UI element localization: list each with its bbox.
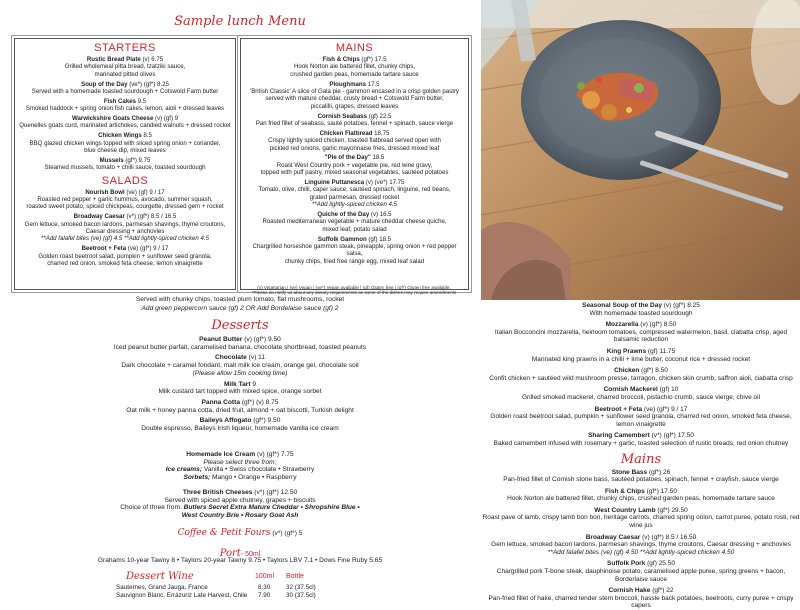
dish-description: piccalilli, grapes, dressed leaves xyxy=(244,103,465,110)
dish-name: Fish & Chips xyxy=(322,56,359,63)
dish-description: Caesar dressing + anchovies xyxy=(18,228,232,235)
dish-description: Milk custard tart topped with mixed spice, orange sorbet xyxy=(0,388,480,396)
dish-description: Oat milk + honey panna cotta, dried fruit, almond + oat biscotti, Turkish delight xyxy=(0,407,480,415)
dish-description: chunky chips, fried free range egg, mixed leaf salad xyxy=(244,258,465,265)
dish-description: Quenelles goats curd, marinated artichokes, candied walnuts + dressed rocket xyxy=(18,122,232,129)
dish-name: King Prawns xyxy=(607,348,646,355)
dish-addon-note: **Add falafel bites (ve) (gf) 4.50 **Add lightly-spiced chicken 4.50 xyxy=(482,549,800,557)
wine-row-bottle: 32 (37.5cl) xyxy=(286,584,316,591)
dish-price: (gf*) 9.75 xyxy=(124,157,151,164)
wine-row-bottle: 30 (37.5cl) xyxy=(286,592,316,599)
wine-row-name: Sauternes, Grand Jauga, France xyxy=(116,584,208,591)
dish-price: (v*) (gf*) 17.50 xyxy=(650,432,694,439)
dish-price: (ve) (gf) 9 / 17 xyxy=(125,189,165,196)
dish-description: Hook Norton ale battered fillet, chunky chips, xyxy=(244,63,465,70)
dish-description: Iced peanut butter parfait, caramelised banana, chocolate shortbread, toasted peanuts xyxy=(0,344,480,352)
lunch-menu-title: Sample lunch Menu xyxy=(0,14,480,29)
dish-price: 18.5 xyxy=(371,154,385,161)
dish-description: Roast pave of lamb, crispy lamb bon bon, heritage carrots, charred spring onion, carrot puree, potato rosti, red wine jus xyxy=(482,514,800,529)
dish-name: Sharing Camembert xyxy=(588,432,650,439)
dish-description: Double espresso, Baileys Irish liqueur, homemade vanilla ice cream xyxy=(0,425,480,433)
wine-col-100ml: 100ml xyxy=(255,573,274,580)
dish-note: (Please allow 15m cooking time) xyxy=(0,370,480,378)
dish-price: 9.5 xyxy=(136,98,146,105)
menu-item xyxy=(18,98,232,113)
menu-item xyxy=(244,179,465,209)
dish-name: Panna Cotta xyxy=(202,399,240,406)
dish-description: mixed leaf, potato salad xyxy=(244,226,465,233)
dish-name: Quiche of the Day xyxy=(317,211,369,218)
dish-price: 18.75 xyxy=(372,130,389,137)
dessert-wine-block xyxy=(0,571,480,601)
wine-row-100ml: 8.30 xyxy=(258,584,270,591)
menu-item xyxy=(482,534,800,557)
wine-row-name: Sauvignon Blanc, Errázuriz Late Harvest, Chile xyxy=(116,592,247,599)
dish-name: Nourish Bowl xyxy=(85,189,124,196)
dish-price: 8.5 xyxy=(142,132,152,139)
evening-menu xyxy=(482,302,800,600)
dish-price: (gf*) 9.50 xyxy=(251,417,280,424)
dish-description: Confit chicken + sautéed wild mushroom presse, tarragon, chicken skin crumb, saffron aioli, ciabatta crisp xyxy=(482,375,800,383)
dessert-list xyxy=(0,336,480,436)
dish-price: (gf*) 8.50 xyxy=(639,367,668,374)
salads-list xyxy=(15,189,235,268)
salads-heading: SALADS xyxy=(15,175,235,187)
dish-description: Pan-fried fillet of Cornish stone bass, sautéed potatoes, spinach, fennel + crayfish, sauce vierge xyxy=(482,476,800,484)
dish-name: Soup of the Day xyxy=(81,81,127,88)
dish-name: Linguine Puttanesca xyxy=(305,179,365,186)
menu-item xyxy=(482,488,800,503)
dish-price: (v) (ve*) 17.75 xyxy=(364,179,404,186)
dish-price: (gf) 25.50 xyxy=(645,560,675,567)
ice-cream-block: Homemade Ice Cream (v) (gf*) 7.75 Please select three from; Ice creams; Vanilla • Swiss chocolate • Strawberry Sorbets; Mango • Orange • Raspberry xyxy=(0,451,480,482)
menu-item xyxy=(482,560,800,583)
dish-name: Rustic Bread Plate xyxy=(87,56,141,63)
dish-description: Hook Norton ale battered fillet, chunky chips, crushed garden peas, homemade tartare sauce xyxy=(482,495,800,503)
dish-name: West Country Lamb xyxy=(594,507,655,514)
dish-price: (v) 11 xyxy=(247,354,265,361)
dish-description: roasted sweet potato, spiced chickpeas, courgette, dressed gem + rocket xyxy=(18,203,232,210)
dish-description: Served with a homemade toasted sourdough + Cotswold Farm butter xyxy=(18,88,232,95)
dish-description: Roast West Country pork + vegetable pie, red wine gravy, xyxy=(244,162,465,169)
cheeses-block: Three British Cheeses (v*) (gf*) 12.50 Served with spiced apple chutney, grapes + biscuits Choice of three from: Butlers Secret Extra Mature Cheddar • Shropshire Blue • West Country Brie • Rosary Goat Ash xyxy=(0,489,480,520)
dish-description: Roasted mediterranean vegetable + mature cheddar cheese quiche, xyxy=(244,218,465,225)
dish-name: Chicken xyxy=(614,367,639,374)
dish-description: With homemade toasted sourdough xyxy=(482,310,800,318)
dessert-wine-heading: Dessert Wine xyxy=(126,571,194,582)
menu-item xyxy=(482,367,800,382)
mains-heading: MAINS xyxy=(241,42,468,54)
dish-price: 17.5 xyxy=(366,81,380,88)
mains-heading-right: Mains xyxy=(482,452,800,467)
menu-item xyxy=(482,507,800,530)
dish-price: (ve) (gf*) 9 / 17 xyxy=(126,245,168,252)
dish-description: grated parmesan, dressed rocket xyxy=(244,194,465,201)
menu-item xyxy=(18,189,232,211)
menu-item xyxy=(244,236,465,266)
menu-item xyxy=(0,399,480,414)
menu-item xyxy=(18,115,232,130)
desserts-heading: Desserts xyxy=(0,318,480,333)
menu-item xyxy=(0,381,480,396)
dessert-menu xyxy=(0,296,480,600)
dish-description: Gem lettuce, smoked bacon lardons, parmesan shavings, thyme croutons, Caesar dressing + anchovies xyxy=(482,541,800,549)
dish-description: Roasted red pepper + garlic hummus, avocado, summer squash, xyxy=(18,196,232,203)
dish-name: Seasonal Soup of the Day xyxy=(582,302,662,309)
menu-item xyxy=(482,302,800,317)
dish-name: Chicken Wings xyxy=(98,132,142,139)
dish-description: Golden roast beetroot salad, pumpkin + sunflower seed granola, charred red onion, smoked feta cheese, lemon vinaigrette xyxy=(482,413,800,428)
dish-price: (v) (gf*) 8.5 / 16.50 xyxy=(640,534,696,541)
dish-description: pickled red onions, garlic mayonnaise fries, dressed mixed leaf xyxy=(244,145,465,152)
menu-item xyxy=(18,213,232,243)
dish-name: Suffolk Gammon xyxy=(318,236,367,243)
dish-description: Pan-fried fillet of hake, charred tender stem broccoli, hassle back potatoes, beetroots, curry puree + crispy capers xyxy=(482,595,800,610)
dish-description: Chargrilled pork T-bone steak, dauphinoise potato, caramelised apple puree, spring greens + bacon, Borderlaise sauce xyxy=(482,568,800,583)
port-list: Grahams 10-year Tawny 8 • Taylors 20-year Tawny 9.75 • Taylors LBV 7.1 • Dows Fine Ruby 5.65 xyxy=(0,557,480,565)
dish-price: (v) (gf*) 8.25 xyxy=(662,302,700,309)
dish-name: Suffolk Pork xyxy=(607,560,645,567)
dish-name: Baileys Affogato xyxy=(200,417,252,424)
dish-description: blue cheese dip, mixed leaves xyxy=(18,147,232,154)
dish-name: Cornish Hake xyxy=(608,587,650,594)
menu-item xyxy=(244,81,465,111)
menu-item xyxy=(482,386,800,401)
coffee-line: Coffee & Petit Fours (v*) (gf*) 5 xyxy=(0,528,480,538)
dish-description: served with mature cheddar, crusty bread + Cotswold Farm butter, xyxy=(244,95,465,102)
dish-name: Broadway Caesar xyxy=(74,213,125,220)
dish-description: Italian Bocconcini mozzarella, heirloom tomatoes, compressed watermelon, basil, ciabatta crisp, aged balsamic reduction xyxy=(482,329,800,344)
dish-price: (gf*) 26 xyxy=(647,469,670,476)
dish-description: Smoked haddock + spring onion fish cakes, lemon, aioli + dressed leaves xyxy=(18,105,232,112)
dish-price: (v*) (gf*) 8.5 / 16.5 xyxy=(125,213,176,220)
menu-item xyxy=(244,154,465,176)
mains-panel xyxy=(240,38,469,290)
menu-item xyxy=(18,132,232,154)
dish-description: topped with puff pastry, mixed seasonal vegetables, sautéed potatoes xyxy=(244,169,465,176)
dish-addon-note: **Add falafel bites (ve) (gf) 4.5 **Add lightly-spiced chicken 4.5 xyxy=(18,235,232,242)
dish-price: (gf*) 29.50 xyxy=(656,507,688,514)
menu-item xyxy=(0,417,480,432)
dish-description: Golden roast beetroot salad, pumpkin + sunflower seed granola, xyxy=(18,253,232,260)
menu-item xyxy=(18,245,232,267)
menu-item xyxy=(482,469,800,484)
dish-description: Steamed mussels, tomato + chilli sauce, toasted sourdough xyxy=(18,164,232,171)
menu-item xyxy=(244,211,465,233)
menu-item xyxy=(482,348,800,363)
dish-price: (ve*) (gf*) 8.25 xyxy=(128,81,169,88)
dish-name: Beetroot + Feta xyxy=(82,245,127,252)
dish-description: Dark chocolate + caramel fondant, malt milk ice cream, orange gel, chocolate soil xyxy=(0,362,480,370)
dish-name: Stone Bass xyxy=(612,469,647,476)
dish-description: 'British Classic' A slice of Gala pie - gammon encased in a crisp golden pastry xyxy=(244,88,465,95)
dish-name: Chicken Flatbread xyxy=(320,130,373,137)
plate-photo xyxy=(481,0,800,300)
dish-price: (gf) 10 xyxy=(658,386,679,393)
port-heading: Port- 50ml xyxy=(0,543,480,561)
dish-price: (gf) 11.75 xyxy=(646,348,675,355)
menu-item xyxy=(18,157,232,172)
dish-name: Beetroot + Feta xyxy=(595,406,643,413)
starters-list xyxy=(15,56,235,172)
dish-price: (gf) 18.5 xyxy=(367,236,391,243)
dish-name: Broadway Caesar xyxy=(586,534,641,541)
dish-description: marinated pitted olives xyxy=(18,71,232,78)
menu-item xyxy=(18,81,232,96)
dish-name: Chocolate xyxy=(215,354,247,361)
menu-item xyxy=(0,336,480,351)
dish-price: (gf*) 17.5 xyxy=(360,56,387,63)
dish-name: Peanut Butter xyxy=(199,336,242,343)
dish-description: BBQ glazed chicken wings topped with sliced spring onion + coriander, xyxy=(18,140,232,147)
dish-description: charred red onion, smoked feta cheese, lemon vinaigrette xyxy=(18,260,232,267)
dish-description: Pan fried fillet of seabass, sauté potatoes, fennel + spinach, sauce vierge xyxy=(244,120,465,127)
dish-name: Mozzarella xyxy=(606,321,639,328)
menu-item xyxy=(244,130,465,152)
menu-item xyxy=(482,406,800,429)
dish-description: Baked camembert infused with rosemary + garlic, toasted selection of rustic breads, red onion chutney xyxy=(482,440,800,448)
dish-name: Ploughmans xyxy=(329,81,366,88)
starters-salads-panel xyxy=(14,38,236,290)
dish-price: (v) 6.75 xyxy=(141,56,163,63)
menu-item xyxy=(482,587,800,610)
cut-off-line: Served with chunky chips, toasted plum tomato, flat mushrooms, rocket xyxy=(0,296,480,304)
mains-list-right xyxy=(482,469,800,610)
menu-item xyxy=(244,113,465,128)
dish-name: Milk Tart xyxy=(224,381,251,388)
dish-price: (gf*) 22 xyxy=(650,587,673,594)
starters-list-right xyxy=(482,302,800,448)
wine-col-bottle: Bottle xyxy=(286,573,304,580)
menu-item xyxy=(18,56,232,78)
dish-price: (gf*) (v) 8.75 xyxy=(240,399,278,406)
lunch-mains-list xyxy=(241,56,468,265)
dish-description: crushed garden peas, homemade tartare sauce xyxy=(244,71,465,78)
menu-item xyxy=(244,56,465,78)
menu-item xyxy=(482,321,800,344)
dish-price: (v) (gf) 9 xyxy=(153,115,178,122)
dish-price: (v) (gf*) 8.50 xyxy=(638,321,676,328)
dish-price: (gf) 22.5 xyxy=(367,113,391,120)
dish-description: Crispy lightly spiced chicken, toasted flatbread served open with xyxy=(244,137,465,144)
dish-description: Chargrilled horseshoe gammon steak, pineapple, spring onion + red pepper salsa, xyxy=(244,243,465,258)
dish-name: Fish & Chips xyxy=(605,488,645,495)
dish-price: (ve) (gf*) 9 / 17 xyxy=(642,406,687,413)
dish-description: Marinated king prawns in a chilli + lime butter, coconut rice + dressed rocket xyxy=(482,356,800,364)
dietary-footnote: (v) Vegetarian | (ve) Vegan | (ve*) Vegan available | (gf) Gluten free | (gf*) Gluten free available. *Please do notify us about any dietary requirements as some of the dishes may require amendments xyxy=(241,285,467,296)
dish-name: Mussels xyxy=(100,157,124,164)
dish-addon-note: **Add lightly-spiced chicken 4.5 xyxy=(244,201,465,208)
dish-price: (v) 16.5 xyxy=(369,211,391,218)
menu-item xyxy=(0,354,480,377)
sauce-options: Add green peppercorn sauce (gf) 2 OR Add Bordelaise sauce (gf) 2 xyxy=(0,305,480,313)
dish-name: Cornish Mackerel xyxy=(604,386,658,393)
dish-name: Cornish Seabass xyxy=(318,113,367,120)
menu-item xyxy=(482,432,800,447)
dish-name: Fish Cakes xyxy=(104,98,136,105)
dish-description: Tomato, olive, chilli, caper sauce, sautéed spinach, linguine, red beans, xyxy=(244,186,465,193)
starters-heading: STARTERS xyxy=(15,42,235,54)
dish-price: 9 xyxy=(251,381,257,388)
dish-price: (gf*) 17.50 xyxy=(645,488,677,495)
wine-row-100ml: 7.90 xyxy=(258,592,270,599)
dish-name: Warwickshire Goats Cheese xyxy=(72,115,153,122)
dish-description: Gem lettuce, smoked bacon lardons, parmesan shavings, thyme croutons, xyxy=(18,221,232,228)
dish-description: Grilled smoked mackerel, charred broccoli, pistachio crumb, sauce vierge, chive oil xyxy=(482,394,800,402)
dish-price: (v) (gf*) 9.50 xyxy=(242,336,280,343)
dish-description: Grilled wholemeal pitta bread, tzatziki sauce, xyxy=(18,63,232,70)
dish-name: "Pie of the Day" xyxy=(325,154,371,161)
